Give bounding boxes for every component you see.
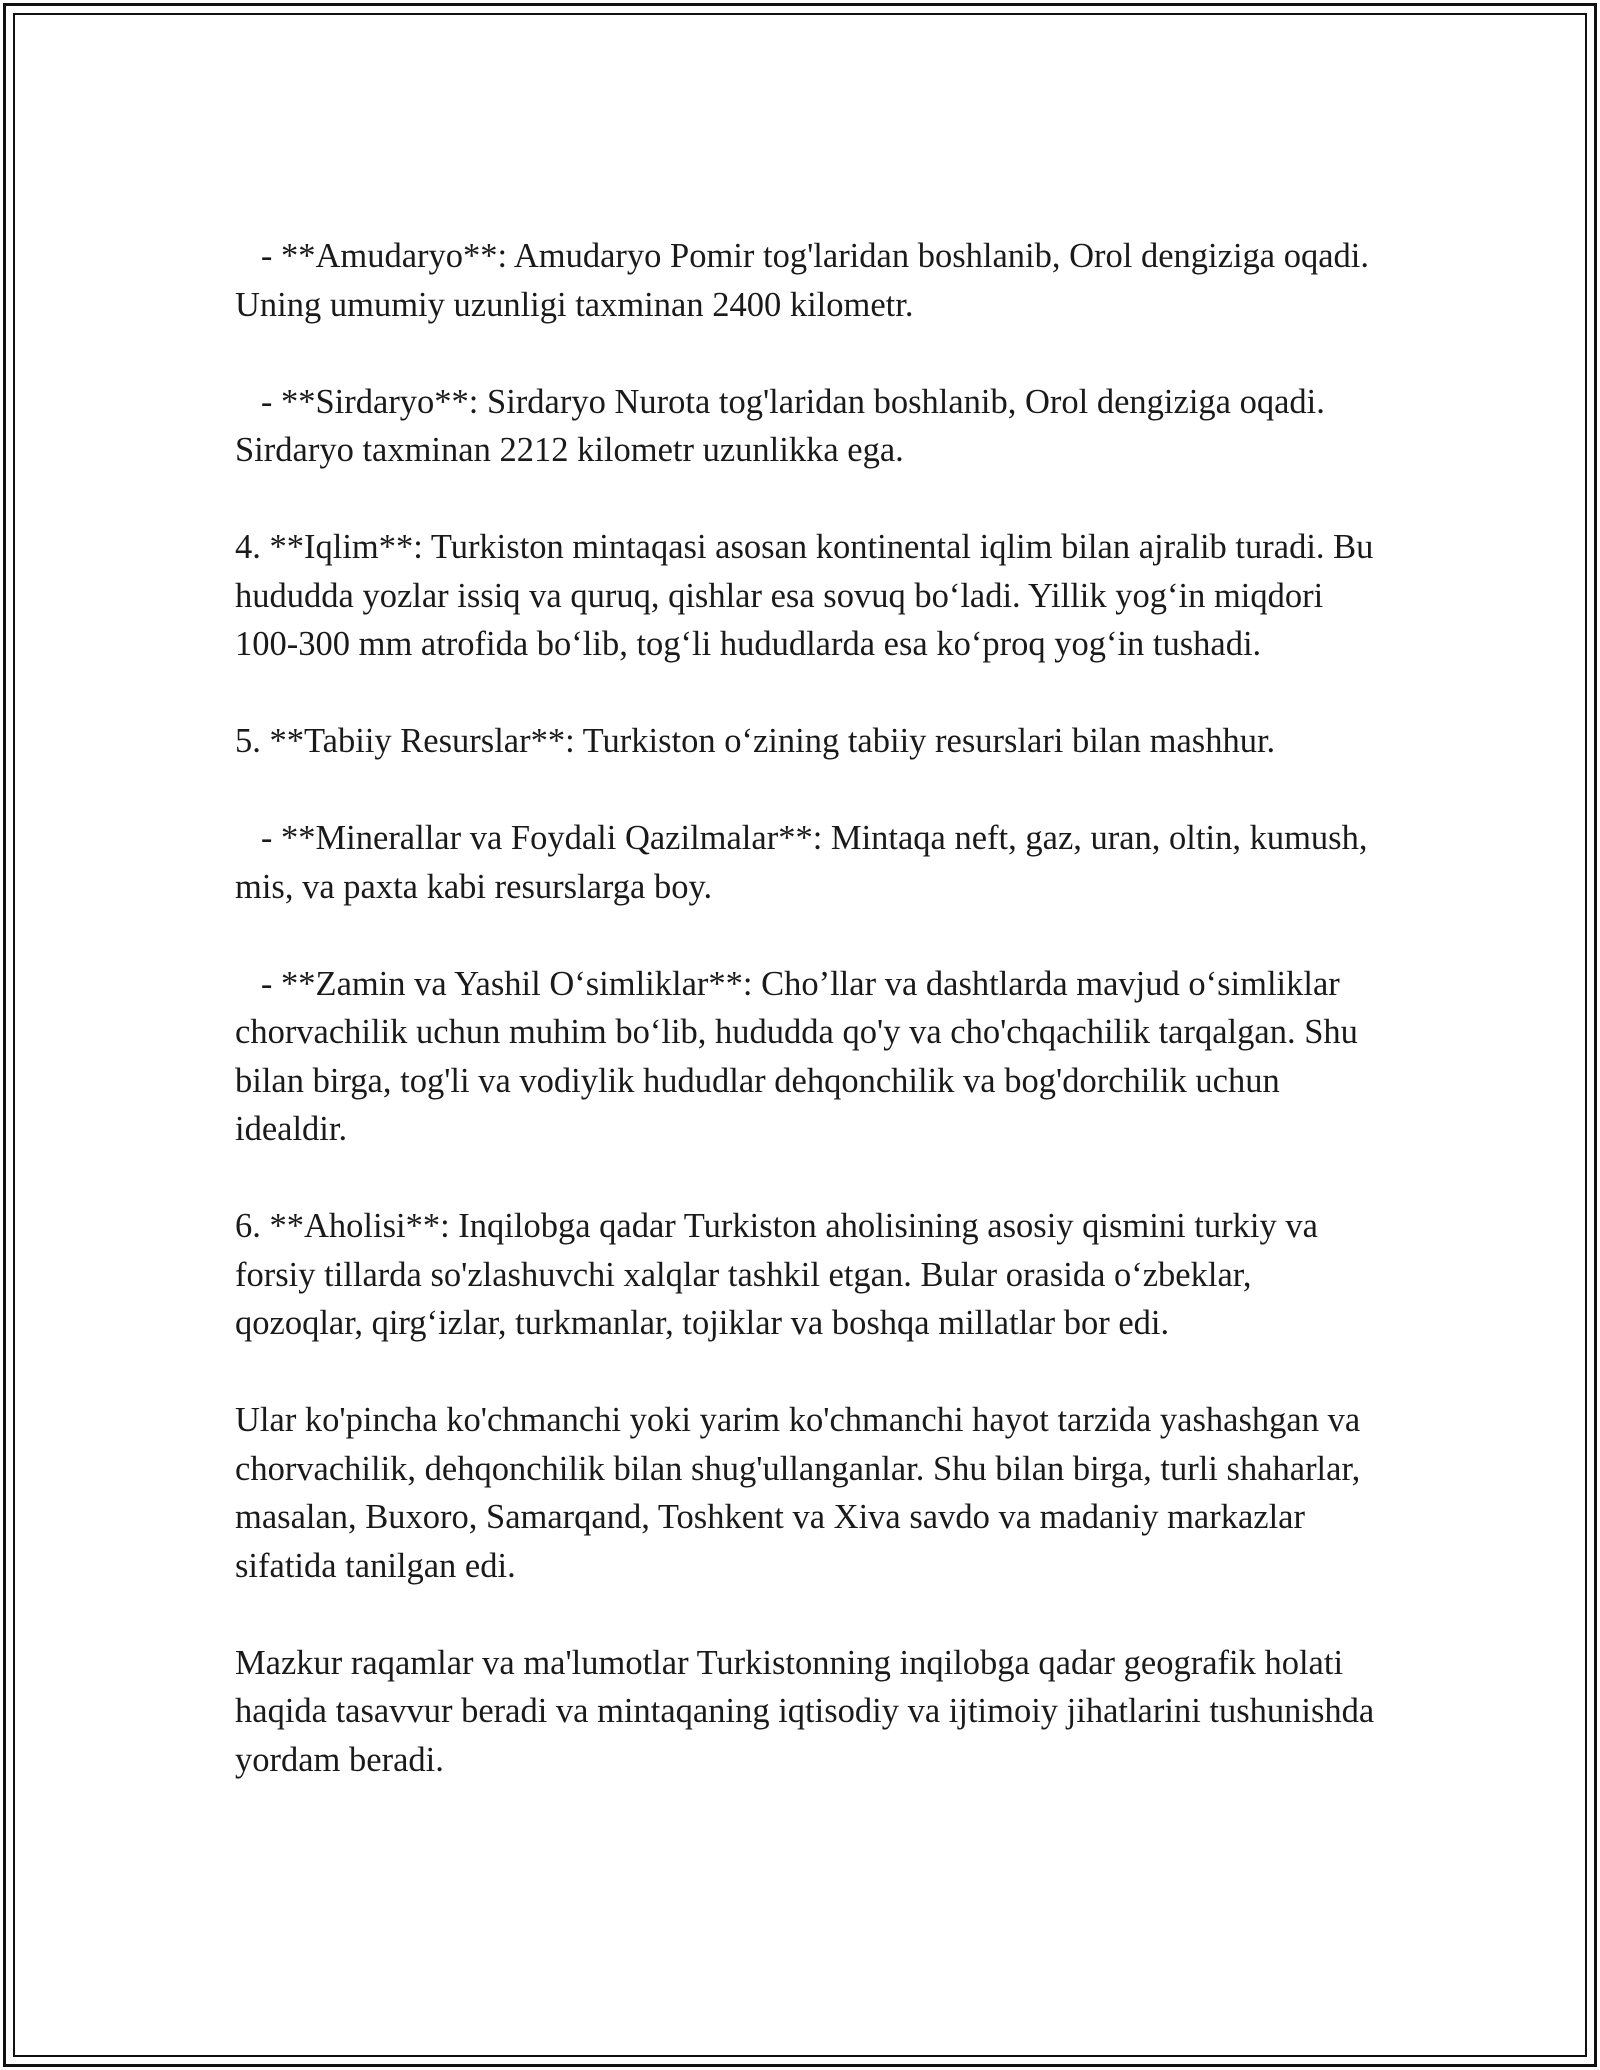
paragraph-iqlim: 4. **Iqlim**: Turkiston mintaqasi asosan kontinental iqlim bilan ajralib turadi. Bu hududda yozlar issiq va quruq, qishlar esa sovuq bo‘ladi. Yillik yog‘in miqdori 100-300 mm atrofida bo‘lib, tog‘li hududlarda esa ko‘proq yog‘in tushadi.	[235, 528, 1383, 663]
paragraph-zamin: - **Zamin va Yashil O‘simliklar**: Cho’llar va dashtlarda mavjud o‘simliklar chorvachilik uchun muhim bo‘lib, hududda qo'y va cho'chqachilik tarqalgan. Shu bilan birga, tog'li va vodiylik hududlar dehqonchilik va bog'dorchilik uchun idealdir.	[235, 964, 1367, 1148]
paragraph-turmush-tarzi: Ular ko'pincha ko'chmanchi yoki yarim ko'chmanchi hayot tarzida yashashgan va chorvachilik, dehqonchilik bilan shug'ullanganlar. Shu bilan birga, turli shaharlar, masalan, Buxoro, Samarqand, Toshkent va Xiva savdo va madaniy markazlar sifatida tanilgan edi.	[235, 1401, 1369, 1585]
document-body	[235, 232, 1383, 1784]
paragraph-aholisi: 6. **Aholisi**: Inqilobga qadar Turkiston aholisining asosiy qismini turkiy va forsiy tillarda so'zlashuvchi xalqlar tashkil etgan. Bular orasida o‘zbeklar, qozoqlar, qirg‘izlar, turkmanlar, tojiklar va boshqa millatlar bor edi.	[235, 1207, 1327, 1342]
paragraph-sirdaryo: - **Sirdaryo**: Sirdaryo Nurota tog'laridan boshlanib, Orol dengiziga oqadi. Sirdaryo taxminan 2212 kilometr uzunlikka ega.	[235, 382, 1334, 469]
paragraph-xulosa: Mazkur raqamlar va ma'lumotlar Turkistonning inqilobga qadar geografik holati haqida tasavvur beradi va mintaqaning iqtisodiy va ijtimoiy jihatlarini tushunishda yordam beradi.	[235, 1643, 1383, 1779]
paragraph-amudaryo: - **Amudaryo**: Amudaryo Pomir tog'laridan boshlanib, Orol dengiziga oqadi. Uning umumiy uzunligi taxminan 2400 kilometr.	[235, 237, 1378, 324]
paragraph-tabiiy-resurslar: 5. **Tabiiy Resurslar**: Turkiston o‘zining tabiiy resurslari bilan mashhur.	[235, 722, 1276, 760]
paragraph-minerallar: - **Minerallar va Foydali Qazilmalar**: Mintaqa neft, gaz, uran, oltin, kumush, mis, va paxta kabi resurslarga boy.	[235, 819, 1377, 906]
